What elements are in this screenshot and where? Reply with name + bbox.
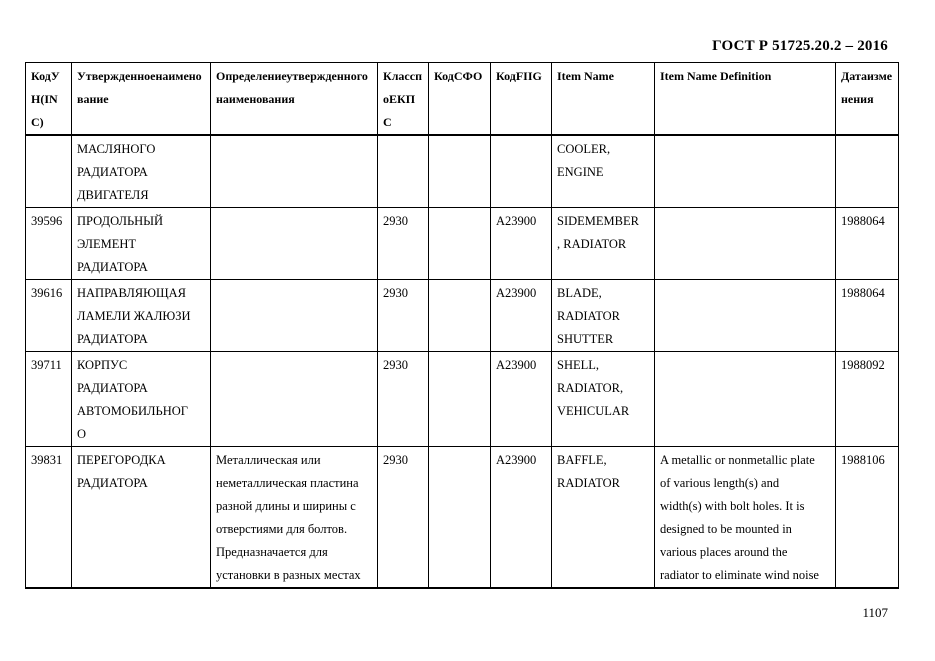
cell-text-line: A23900 (496, 214, 537, 228)
cell-text-line (841, 138, 893, 161)
item-definition-cell (655, 208, 836, 280)
header-label-line: Item Name (557, 69, 614, 83)
sfo-cell (429, 447, 491, 589)
header-label-line: СФО (453, 69, 483, 83)
cell-text-line: АВТОМОБИЛЬНОГ (77, 404, 188, 418)
document-header: ГОСТ Р 51725.20.2 – 2016 (712, 38, 888, 54)
cell-text-line: SHUTTER (557, 332, 614, 346)
header-label-line: Код (31, 69, 51, 83)
header-label-line: изменен (841, 69, 893, 106)
col-header-name (72, 63, 211, 136)
item-name-cell (552, 135, 655, 208)
class-cell (378, 447, 429, 589)
header-label-line: (INC) (31, 92, 58, 129)
inc-cell (26, 447, 72, 589)
cell-text-line: A23900 (496, 286, 537, 300)
header-label-line: FIIG (515, 69, 542, 83)
cell-text-line: КОРПУС (77, 358, 128, 372)
sfo-cell (429, 352, 491, 447)
cell-text-line (496, 138, 546, 161)
date-cell (836, 447, 899, 589)
cell-text-line: РАДИАТОРА (77, 381, 148, 395)
cell-text-line (434, 449, 485, 472)
cell-text-line (31, 138, 66, 161)
cell-text-line: ПЕРЕГОРОДКА (77, 453, 166, 467)
cell-text-line: 1988064 (841, 214, 885, 228)
cell-text-line: BLADE, (557, 286, 602, 300)
fiig-cell (491, 135, 552, 208)
cell-text-line: of various length(s) and (660, 476, 780, 490)
cell-text-line: RADIATOR, (557, 381, 624, 395)
cell-text-line (434, 138, 485, 161)
definition-cell (211, 447, 378, 589)
header-label-line: Код (496, 69, 516, 83)
class-cell (378, 208, 429, 280)
cell-text-line (216, 282, 372, 305)
item-definition-cell (655, 352, 836, 447)
name-cell (72, 447, 211, 589)
cell-text-line: 2930 (383, 453, 408, 467)
header-label-line: по (383, 69, 423, 106)
cell-text-line: COOLER, (557, 142, 611, 156)
cell-text-line: 2930 (383, 358, 408, 372)
col-header-item-def (655, 63, 836, 136)
name-cell (72, 352, 211, 447)
table-row (26, 135, 899, 208)
fiig-cell (491, 208, 552, 280)
cell-text-line: 2930 (383, 286, 408, 300)
cell-text-line (660, 354, 830, 377)
item-definition-cell (655, 280, 836, 352)
header-label-line: Утвержденное (77, 69, 156, 83)
cell-text-line: РАДИАТОРА (77, 332, 148, 346)
header-label-line: Item Name Definition (660, 69, 772, 83)
cell-text-line: неметаллическая пластина (216, 476, 359, 490)
cell-text-line: 2930 (383, 214, 408, 228)
header-label-line: утвержденного (286, 69, 368, 83)
cell-text-line: 39616 (31, 286, 63, 300)
table-header-row (26, 63, 899, 136)
cell-text-line: ЛАМЕЛИ ЖАЛЮЗИ (77, 309, 191, 323)
inc-cell (26, 280, 72, 352)
cell-text-line: 1988092 (841, 358, 885, 372)
definition-cell (211, 352, 378, 447)
sfo-cell (429, 208, 491, 280)
cell-text-line (434, 354, 485, 377)
cell-text-line: A23900 (496, 358, 537, 372)
cell-text-line (660, 282, 830, 305)
cell-text-line: установки в разных местах (216, 568, 361, 582)
header-label-line: Определение (216, 69, 287, 83)
class-cell (378, 352, 429, 447)
col-header-class (378, 63, 429, 136)
col-header-inc (26, 63, 72, 136)
cell-text-line: О (77, 427, 87, 441)
item-name-cell (552, 280, 655, 352)
cell-text-line: 39711 (31, 358, 62, 372)
cell-text-line (660, 138, 830, 161)
sfo-cell (429, 280, 491, 352)
header-label-line: Класс (383, 69, 416, 83)
date-cell (836, 280, 899, 352)
cell-text-line: РАДИАТОРА (77, 476, 148, 490)
cell-text-line: A23900 (496, 453, 537, 467)
cell-text-line: Предназначается для (216, 545, 328, 559)
col-header-definition (211, 63, 378, 136)
cell-text-line: RADIATOR (557, 309, 620, 323)
col-header-date (836, 63, 899, 136)
cell-text-line (434, 210, 485, 233)
cell-text-line (216, 354, 372, 377)
definition-cell (211, 135, 378, 208)
item-definition-cell (655, 447, 836, 589)
table-row (26, 208, 899, 280)
header-label-line: наименование (77, 69, 202, 106)
header-label-line: наименования (216, 92, 295, 106)
date-cell (836, 135, 899, 208)
cell-text-line: , RADIATOR (557, 237, 627, 251)
page-number: 1107 (862, 605, 888, 620)
item-name-cell (552, 208, 655, 280)
item-definition-cell (655, 135, 836, 208)
col-header-item-name (552, 63, 655, 136)
col-header-sfo (429, 63, 491, 136)
date-cell (836, 352, 899, 447)
cell-text-line: ENGINE (557, 165, 604, 179)
cell-text-line (383, 138, 423, 161)
name-cell (72, 135, 211, 208)
item-name-cell (552, 352, 655, 447)
cell-text-line: VEHICULAR (557, 404, 630, 418)
col-header-fiig (491, 63, 552, 136)
cell-text-line: A metallic or nonmetallic plate (660, 453, 815, 467)
header-label-line: Код (434, 69, 454, 83)
cell-text-line: SHELL, (557, 358, 600, 372)
inc-cell (26, 135, 72, 208)
definition-cell (211, 208, 378, 280)
cell-text-line: РАДИАТОРА (77, 260, 148, 274)
class-cell (378, 135, 429, 208)
cell-text-line: designed to be mounted in (660, 522, 792, 536)
table-row (26, 280, 899, 352)
cell-text-line: 39831 (31, 453, 63, 467)
cell-text-line (660, 210, 830, 233)
cell-text-line: 39596 (31, 214, 63, 228)
cell-text-line (434, 282, 485, 305)
definition-cell (211, 280, 378, 352)
table-row (26, 352, 899, 447)
header-label-line: ия (860, 92, 874, 106)
cell-text-line: RADIATOR (557, 476, 620, 490)
sfo-cell (429, 135, 491, 208)
cell-text-line: SIDEMEMBER (557, 214, 639, 228)
cell-text-line: ПРОДОЛЬНЫЙ (77, 214, 164, 228)
header-label-line: Дата (841, 69, 867, 83)
cell-text-line: Металлическая или (216, 453, 321, 467)
inc-cell (26, 208, 72, 280)
name-cell (72, 280, 211, 352)
date-cell (836, 208, 899, 280)
cell-text-line: 1988064 (841, 286, 885, 300)
cell-text-line (216, 138, 372, 161)
cell-text-line: РАДИАТОРА (77, 165, 148, 179)
cell-text-line (216, 210, 372, 233)
cell-text-line: НАПРАВЛЯЮЩАЯ (77, 286, 186, 300)
header-label-line: УН (31, 69, 60, 106)
item-name-cell (552, 447, 655, 589)
cell-text-line: BAFFLE, (557, 453, 607, 467)
cell-text-line: ЭЛЕМЕНТ (77, 237, 136, 251)
header-label-line: ЕКПС (383, 92, 416, 129)
fiig-cell (491, 447, 552, 589)
table-row (26, 447, 899, 589)
cell-text-line: разной длины и ширины с (216, 499, 356, 513)
name-cell (72, 208, 211, 280)
cell-text-line: ДВИГАТЕЛЯ (77, 188, 149, 202)
cell-text-line: radiator to eliminate wind noise (660, 568, 819, 582)
catalog-table (25, 62, 899, 589)
class-cell (378, 280, 429, 352)
cell-text-line: отверстиями для болтов. (216, 522, 348, 536)
fiig-cell (491, 280, 552, 352)
cell-text-line: 1988106 (841, 453, 885, 467)
fiig-cell (491, 352, 552, 447)
inc-cell (26, 352, 72, 447)
cell-text-line: МАСЛЯНОГО (77, 142, 156, 156)
table-body (26, 135, 899, 588)
cell-text-line: various places around the (660, 545, 788, 559)
cell-text-line: width(s) with bolt holes. It is (660, 499, 805, 513)
